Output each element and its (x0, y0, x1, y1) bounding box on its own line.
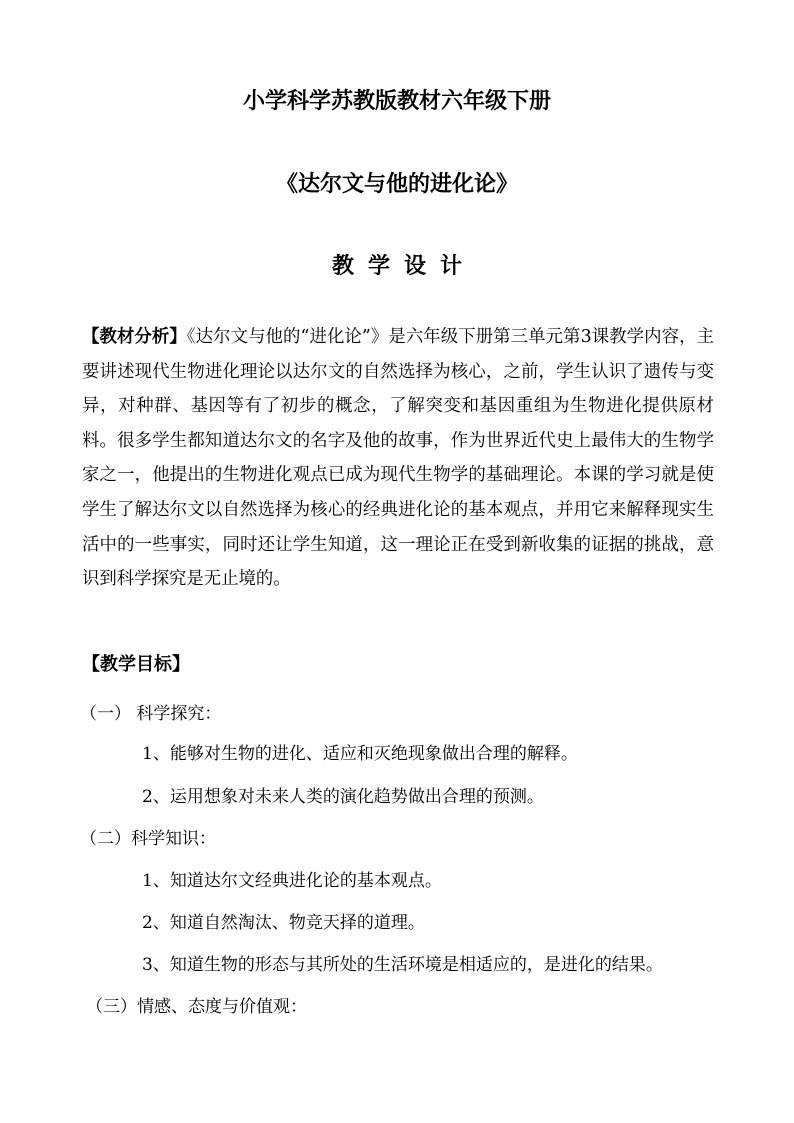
design-title: 教学设计 (331, 254, 476, 279)
knowledge-item: 3、知道生物的形态与其所处的生活环境是相适应的，是进化的结果。 (142, 955, 663, 975)
teaching-goals-heading: 【教学目标】 (82, 654, 190, 675)
inquiry-item: 1、能够对生物的进化、适应和灭绝现象做出合理的解释。 (142, 744, 578, 764)
section-emotion-values: （三）情感、态度与价值观： (86, 997, 307, 1017)
material-analysis-paragraph (82, 320, 714, 597)
lesson-title: 《达尔文与他的进化论》 (275, 172, 518, 197)
material-analysis-label: 【教材分析】 (82, 327, 187, 347)
textbook-title: 小学科学苏教版教材六年级下册 (242, 89, 551, 114)
inquiry-item: 2、运用想象对未来人类的演化趋势做出合理的预测。 (142, 787, 544, 807)
knowledge-item: 1、知道达尔文经典进化论的基本观点。 (142, 871, 442, 891)
material-analysis-text: 《达尔文与他的“进化论”》是六年级下册第三单元第3课教学内容，主要讲述现代生物进化理论以达尔文的自然选择为核心，之前，学生认识了遗传与变异，对种群、基因等有了初步的概念，了解突变和基因重组为生物进化提供原材料。很多学生都知道达尔文的名字及他的故事，作为世界近代史上最伟大的生物学家之一，他提出的生物进化观点已成为现代生物学的基础理论。本课的学习就是使学生了解达尔文以自然选择为核心的经典进化论的基本观点，并用它来解释现实生活中的一些事实，同时还让学生知道，这一理论正在受到新收集的证据的挑战，意识到科学探究是无止境的。 (82, 327, 714, 590)
knowledge-item: 2、知道自然淘汰、物竞天择的道理。 (142, 913, 425, 933)
section-science-knowledge: （二）科学知识： (80, 829, 216, 849)
section-science-inquiry: （一） 科学探究： (80, 704, 222, 724)
